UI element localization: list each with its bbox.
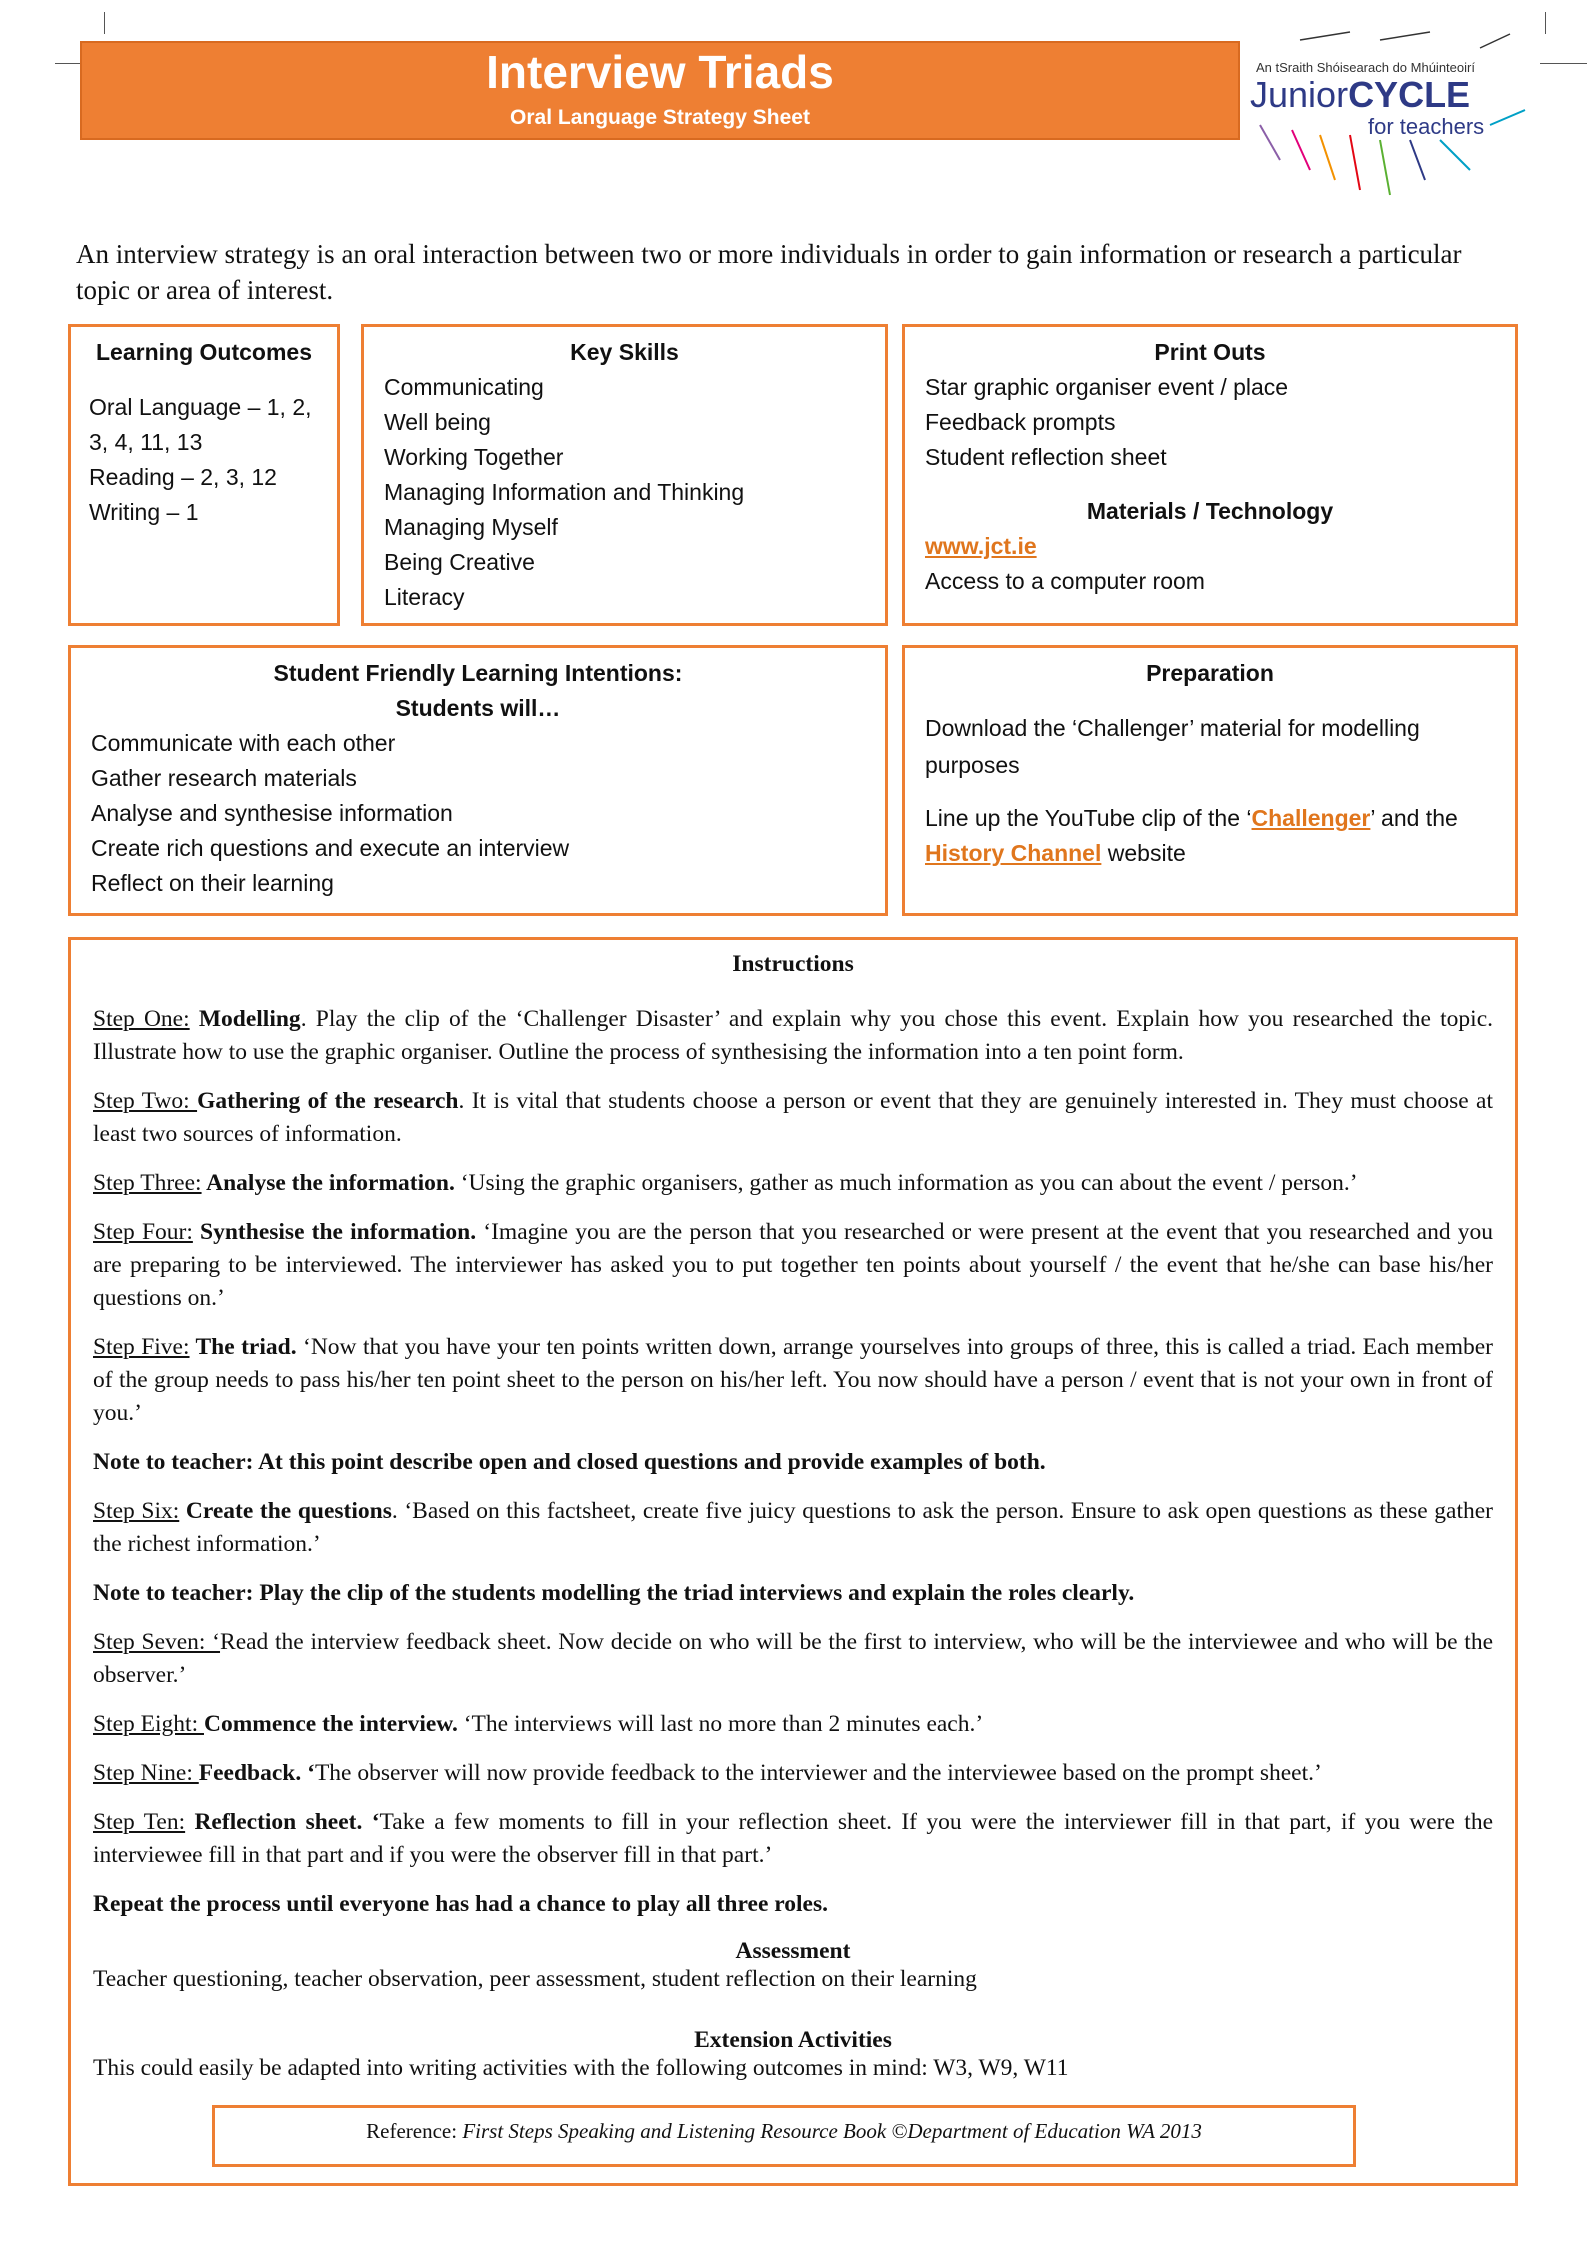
step-label: Step Six:	[93, 1498, 180, 1524]
step-bold: Gathering of the research	[197, 1088, 459, 1114]
materials-item: Access to a computer room	[925, 568, 1205, 594]
logo-word-cycle: CYCLE	[1348, 74, 1471, 115]
header-band	[80, 41, 1240, 140]
preparation-text: website	[1101, 840, 1186, 866]
list-item: Writing – 1	[89, 499, 199, 525]
teacher-note	[93, 1577, 1493, 1610]
instruction-step	[93, 1003, 1493, 1069]
materials-heading: Materials / Technology	[1086, 498, 1334, 524]
intro-paragraph: An interview strategy is an oral interaction between two or more individuals in order to gain information or research a particular topic or area of interest.	[76, 239, 1462, 305]
list-item: Well being	[384, 409, 491, 435]
extension-text: This could easily be adapted into writing activities with the following outcomes in mind: W3, W9, W11	[93, 2055, 1069, 2081]
step-label: Step Eight:	[93, 1711, 204, 1737]
print-outs-box	[902, 324, 1518, 626]
learning-outcomes-heading: Learning Outcomes	[96, 339, 312, 365]
reference-citation: First Steps Speaking and Listening Resource Book ©Department of Education WA 2013	[462, 2119, 1202, 2143]
history-channel-link[interactable]: History Channel	[925, 840, 1102, 866]
note-text: Note to teacher: Play the clip of the students modelling the triad interviews and explain the roles clearly.	[93, 1580, 1135, 1606]
step-text: ‘Imagine you are the person that you researched or were present at the event that you researched and you are preparing to be interviewed. The interviewer has asked you to put together ten points about yourself / the event that he/she can base his/her questions on.’	[93, 1219, 1493, 1311]
step-text: Take a few moments to fill in your reflection sheet. If you were the interviewer fill in that part, if you were the interviewee fill in that part and if you were the observer fill in that part.’	[93, 1809, 1493, 1868]
step-label: Step Ten:	[93, 1809, 186, 1835]
step-text: The observer will now provide feedback to the interviewer and the interviewee based on the prompt sheet.’	[314, 1760, 1322, 1786]
instruction-step	[93, 1085, 1493, 1151]
instruction-step	[93, 1495, 1493, 1561]
step-bold: Analyse the information.	[201, 1170, 455, 1196]
list-item: Gather research materials	[91, 765, 357, 791]
list-item: Communicate with each other	[91, 730, 396, 756]
print-outs-heading: Print Outs	[1154, 339, 1266, 365]
jct-link[interactable]: www.jct.ie	[925, 533, 1037, 559]
list-item: Being Creative	[384, 549, 535, 575]
list-item: Reading – 2, 3, 12	[89, 464, 277, 490]
instruction-step	[93, 1331, 1493, 1430]
teacher-note	[93, 1446, 1493, 1479]
step-bold: Create the questions	[179, 1498, 392, 1524]
learning-intentions-box	[68, 645, 888, 916]
reference-text	[225, 2116, 1343, 2146]
assessment-heading: Assessment	[735, 1938, 851, 1964]
reference-box	[212, 2105, 1356, 2167]
print-outs-list	[925, 370, 1495, 475]
instruction-step	[93, 1216, 1493, 1315]
list-item: Oral Language – 1, 2, 3, 4, 11, 13	[89, 394, 312, 455]
step-text: . It is vital that students choose a person or event that they are genuinely interested in. They must choose at least two sources of information.	[93, 1088, 1493, 1147]
preparation-text: ’ and the	[1370, 805, 1458, 831]
preparation-p1: Download the ‘Challenger’ material for modelling purposes	[925, 715, 1420, 778]
step-label: Step Five:	[93, 1334, 190, 1360]
instruction-step	[93, 1626, 1493, 1692]
page-subtitle: Oral Language Strategy Sheet	[510, 106, 810, 129]
list-item: Managing Myself	[384, 514, 558, 540]
key-skills-list	[384, 370, 865, 615]
list-item: Reflect on their learning	[91, 870, 334, 896]
list-item: Create rich questions and execute an interview	[91, 835, 570, 861]
step-text: ‘The interviews will last no more than 2 minutes each.’	[457, 1711, 984, 1737]
instruction-step	[93, 1708, 1493, 1741]
note-text: Note to teacher: At this point describe open and closed questions and provide examples of both.	[93, 1449, 1046, 1475]
intentions-list	[91, 726, 865, 901]
reference-label: Reference:	[366, 2119, 463, 2143]
step-bold: Commence the interview.	[203, 1711, 458, 1737]
step-label: Step Nine:	[93, 1760, 199, 1786]
list-item: Working Together	[384, 444, 564, 470]
preparation-p2	[925, 801, 1495, 871]
step-label: Step Three:	[93, 1170, 202, 1196]
preparation-text: Line up the YouTube clip of the ‘	[925, 805, 1252, 831]
preparation-box	[902, 645, 1518, 916]
step-text: Read the interview feedback sheet. Now decide on who will be the first to interview, who will be the interviewee and who will be the observer.’	[93, 1629, 1493, 1688]
crop-mark	[1545, 12, 1546, 34]
learning-outcomes-list	[89, 390, 319, 530]
step-bold: The triad.	[189, 1334, 297, 1360]
instructions-box	[68, 937, 1518, 2186]
step-label: Step Two:	[93, 1088, 198, 1114]
logo-sub: for teachers	[1368, 114, 1485, 139]
key-skills-heading: Key Skills	[570, 339, 679, 365]
challenger-link[interactable]: Challenger	[1251, 805, 1371, 831]
key-skills-box	[361, 324, 888, 626]
step-label: Step Seven: ‘	[93, 1629, 221, 1655]
intentions-heading: Student Friendly Learning Intentions:	[273, 660, 683, 686]
step-bold: Feedback. ‘	[198, 1760, 315, 1786]
instructions-heading: Instructions	[732, 951, 854, 977]
list-item: Communicating	[384, 374, 544, 400]
list-item: Student reflection sheet	[925, 444, 1167, 470]
logo-word-junior: Junior	[1250, 74, 1349, 115]
instruction-step	[93, 1167, 1493, 1200]
intentions-subheading: Students will…	[395, 695, 561, 721]
note-text: Repeat the process until everyone has had a chance to play all three roles.	[93, 1891, 828, 1917]
crop-mark	[104, 12, 105, 34]
instruction-step	[93, 1806, 1493, 1872]
logo-tagline: An tSraith Shóisearach do Mhúinteoirí	[1256, 60, 1475, 75]
page-title: Interview Triads	[486, 46, 834, 98]
step-text: ‘Now that you have your ten points written down, arrange yourselves into groups of three, this is called a triad. Each member of the group needs to pass his/her ten point sheet to the person on his/her left. You now should have a person / event that is not your own in front of you.’	[93, 1334, 1494, 1426]
instruction-step	[93, 1757, 1493, 1790]
list-item: Literacy	[384, 584, 465, 610]
list-item: Managing Information and Thinking	[384, 479, 745, 505]
step-bold: Modelling	[189, 1006, 301, 1032]
step-text: ‘Using the graphic organisers, gather as much information as you can about the event / person.’	[454, 1170, 1358, 1196]
learning-outcomes-box	[68, 324, 340, 626]
step-bold: Reflection sheet. ‘	[185, 1809, 380, 1835]
repeat-note	[93, 1888, 1493, 1921]
list-item: Analyse and synthesise information	[91, 800, 453, 826]
step-text: . Play the clip of the ‘Challenger Disaster’ and explain why you chose this event. Explain how you researched the topic. Illustrate how to use the graphic organiser. Outline the process of synthesising the information into a ten point form.	[93, 1006, 1494, 1065]
junior-cycle-logo	[1240, 30, 1540, 230]
crop-mark	[1540, 63, 1587, 64]
step-label: Step Four:	[93, 1219, 193, 1245]
list-item: Feedback prompts	[925, 409, 1116, 435]
logo-wordmark	[1250, 74, 1470, 116]
extension-heading: Extension Activities	[694, 2027, 892, 2053]
preparation-heading: Preparation	[1146, 660, 1274, 686]
step-label: Step One:	[93, 1006, 190, 1032]
step-bold: Synthesise the information.	[192, 1219, 477, 1245]
step-text: . ‘Based on this factsheet, create five juicy questions to ask the person. Ensure to ask open questions as these gather the richest information.’	[93, 1498, 1493, 1557]
list-item: Star graphic organiser event / place	[925, 374, 1289, 400]
assessment-text: Teacher questioning, teacher observation, peer assessment, student reflection on their learning	[93, 1966, 977, 1992]
